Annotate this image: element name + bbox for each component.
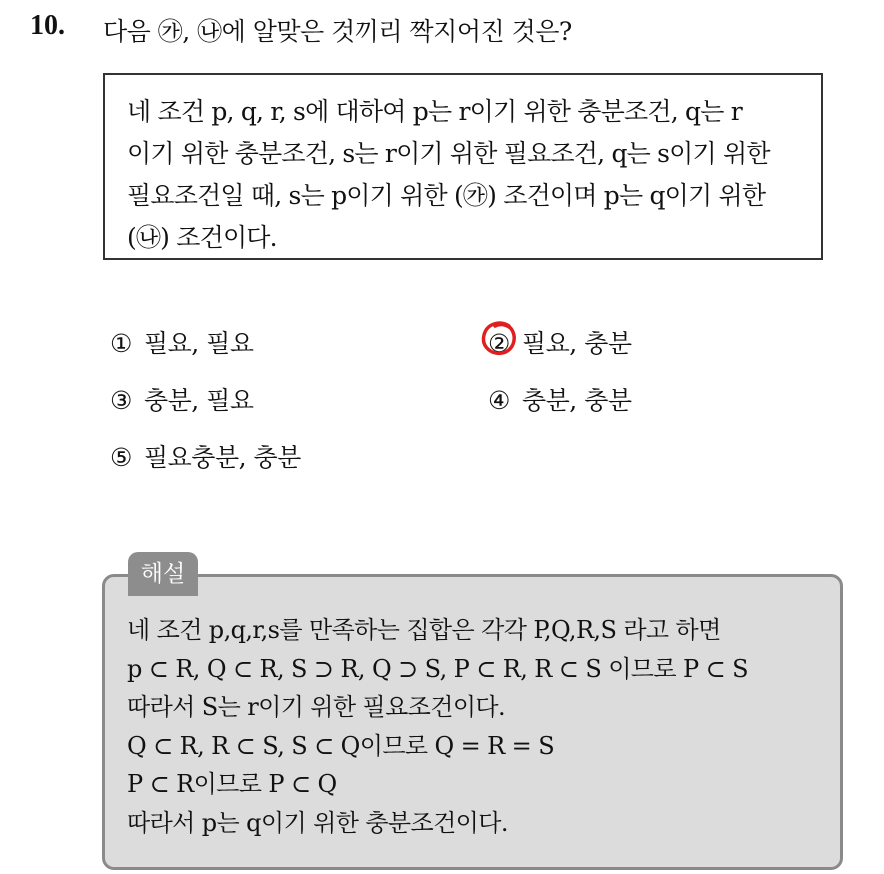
condition-line: 네 조건 p, q, r, s에 대하여 p는 r이기 위한 충분조건, q는 r: [127, 97, 742, 126]
condition-line: (㉯) 조건이다.: [127, 223, 277, 252]
choice-text: 필요충분, 충분: [144, 443, 301, 472]
condition-box: [103, 73, 823, 260]
choice-5[interactable]: [110, 438, 301, 474]
choice-number: ③: [110, 386, 132, 415]
question-number: 10.: [30, 10, 65, 41]
solution-line: 따라서 S는 r이기 위한 필요조건이다.: [127, 693, 506, 721]
solution-tag: 해설: [128, 552, 198, 596]
choice-text: 충분, 충분: [522, 386, 632, 415]
choice-text: 필요, 충분: [522, 329, 632, 358]
choice-text: 충분, 필요: [144, 386, 254, 415]
solution-line: p ⊂ R, Q ⊂ R, S ⊃ R, Q ⊃ S, P ⊂ R, R ⊂ S 이므로 P ⊂ S: [127, 654, 748, 683]
condition-line: 필요조건일 때, s는 p이기 위한 (㉮) 조건이며 p는 q이기 위한: [127, 181, 766, 210]
solution-line: P ⊂ R이므로 P ⊂ Q: [127, 770, 337, 798]
choice-number: ④: [488, 386, 510, 415]
solution-line: 따라서 p는 q이기 위한 충분조건이다.: [127, 808, 508, 837]
solution-line: 네 조건 p,q,r,s를 만족하는 집합은 각각 P,Q,R,S 라고 하면: [127, 616, 721, 644]
answer-circle-mark: [479, 318, 519, 358]
choice-number: ⑤: [110, 443, 132, 472]
choice-number: ②: [488, 329, 510, 358]
solution-box: [102, 574, 843, 870]
question-text: 다음 ㉮, ㉯에 알맞은 것끼리 짝지어진 것은?: [103, 17, 572, 46]
condition-line: 이기 위한 충분조건, s는 r이기 위한 필요조건, q는 s이기 위한: [127, 139, 770, 168]
solution-line: Q ⊂ R, R ⊂ S, S ⊂ Q이므로 Q = R = S: [127, 731, 555, 760]
choice-number: ①: [110, 329, 132, 358]
choice-1[interactable]: [110, 324, 254, 360]
choice-3[interactable]: [110, 381, 254, 417]
choice-text: 필요, 필요: [144, 329, 254, 358]
choice-4[interactable]: [488, 381, 632, 417]
